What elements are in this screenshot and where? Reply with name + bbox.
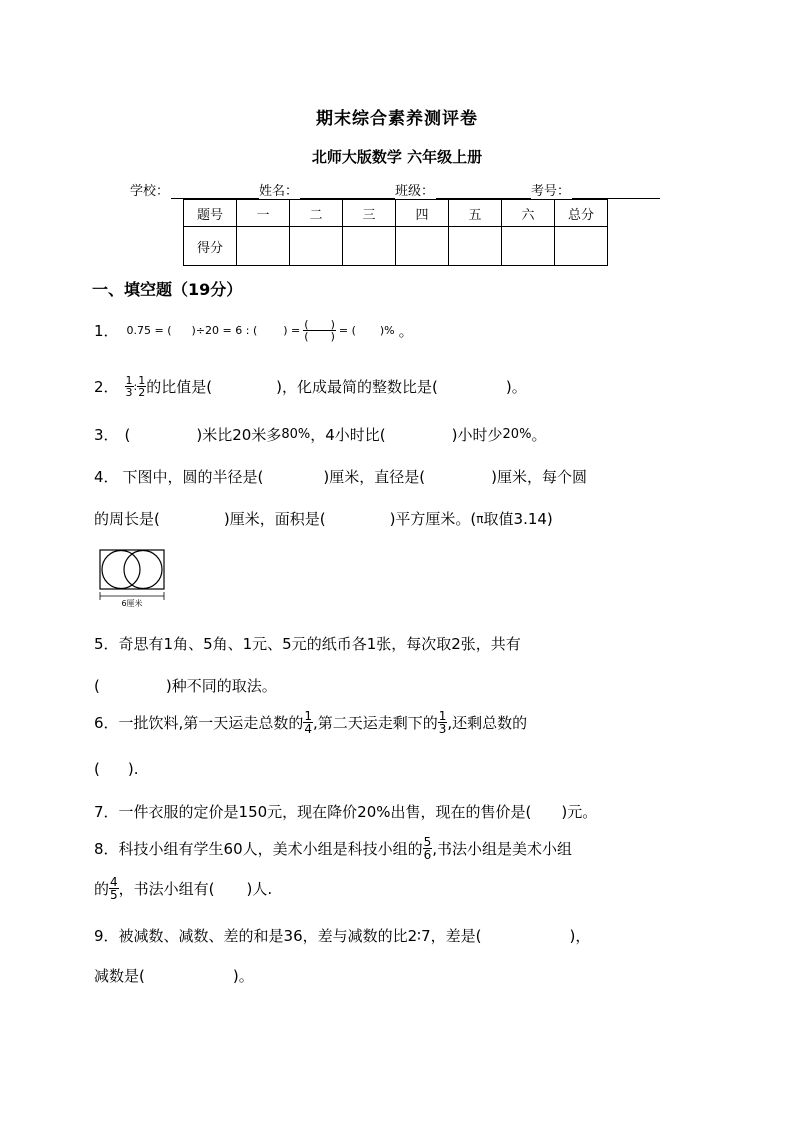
page-subtitle: 北师大版数学 六年级上册 <box>311 148 483 166</box>
section-heading: 一、填空题（19分） <box>92 280 243 299</box>
q9-part-a: 9．被减数、减数、差的和是36，差与减数的比2∶7，差是( <box>94 927 482 945</box>
q4-part-c: )厘米，每个圆 <box>491 468 587 486</box>
q1-part-e: )% <box>379 324 395 337</box>
q4-part-e: )厘米，面积是( <box>223 510 326 528</box>
score-table-header-cell: 题号 <box>184 200 237 227</box>
name-label: 姓名： <box>259 184 299 199</box>
q6-fraction-1-numerator: 1 <box>304 709 312 723</box>
score-table-header-cell: 二 <box>290 200 343 227</box>
q4-pi-symbol: π <box>476 511 484 526</box>
q2-part-a: 的比值是( <box>146 378 213 396</box>
two-circles-figure <box>99 547 165 609</box>
q3-part-a: ( <box>124 425 131 444</box>
q3-part-c: ，4小时比( <box>310 426 386 444</box>
q9-part-b: )， <box>569 927 591 945</box>
school-label: 学校： <box>130 184 170 199</box>
exam-number-field[interactable] <box>572 183 660 199</box>
score-table <box>183 199 608 266</box>
question-6-line-1 <box>94 710 527 735</box>
question-7 <box>94 801 597 822</box>
score-cell[interactable] <box>237 227 290 266</box>
q8-fraction-2-denominator: 5 <box>110 888 118 902</box>
score-cell[interactable] <box>502 227 555 266</box>
q5-part-a: ( <box>94 676 100 695</box>
q7-part-b: )元。 <box>561 803 598 821</box>
q2-fraction-1 <box>125 375 134 398</box>
q6-part-c: ,还剩总数的 <box>447 714 528 732</box>
q2-fraction-1-numerator: 1 <box>125 374 133 387</box>
q8-fraction-2-numerator: 4 <box>110 875 118 889</box>
q5-part-b: )种不同的取法。 <box>165 677 277 695</box>
page-title: 期末综合素养测评卷 <box>316 109 478 129</box>
q1-fraction[interactable] <box>303 319 336 342</box>
q7-part-a: 7．一件衣服的定价是150元，现在降价20%出售，现在的售价是( <box>94 803 532 821</box>
score-table-header-cell: 总分 <box>555 200 608 227</box>
score-cell[interactable] <box>290 227 343 266</box>
q3-part-b: )米比20米多 <box>196 426 282 444</box>
q6-fraction-2-denominator: 3 <box>438 722 447 736</box>
score-table-header-cell: 五 <box>449 200 502 227</box>
score-cell[interactable] <box>343 227 396 266</box>
q2-fraction-1-denominator: 3 <box>125 386 133 399</box>
q6-part-e: ). <box>127 760 139 778</box>
figure-right-circle <box>124 551 162 589</box>
q4-part-g: 取值3.14) <box>483 510 553 528</box>
student-info-line <box>130 180 660 199</box>
q1-part-f: 。 <box>398 322 414 340</box>
q2-fraction-2 <box>137 375 146 398</box>
q8-fraction-1-numerator: 5 <box>423 835 432 849</box>
name-field[interactable] <box>300 183 395 199</box>
q3-part-e: 。 <box>531 426 547 444</box>
exam-number-label: 考号： <box>531 184 571 199</box>
score-table-header-cell: 四 <box>396 200 449 227</box>
q8-part-d: ，书法小组有( <box>118 880 215 898</box>
q2-fraction-2-numerator: 1 <box>138 374 146 387</box>
class-label: 班级： <box>395 184 435 199</box>
score-table-header-cell: 六 <box>502 200 555 227</box>
q1-part-b: )÷20 = 6 : ( <box>191 324 258 337</box>
score-table-header-row <box>184 200 608 227</box>
q1-part-d: = ( <box>338 324 356 337</box>
question-5-line-2 <box>94 675 277 696</box>
q3-percent-2: 20% <box>502 427 532 442</box>
q2-part-c: )。 <box>505 378 527 396</box>
q3-part-d: )小时少 <box>451 426 503 444</box>
q2-fraction-2-denominator: 2 <box>138 386 146 399</box>
question-number: 2． <box>94 378 119 396</box>
question-5-line-1: 5．奇思有1角、5角、1元、5元的纸币各1张，每次取2张，共有 <box>94 635 521 653</box>
q8-fraction-1 <box>423 836 433 861</box>
q6-fraction-1 <box>303 710 313 735</box>
score-cell[interactable] <box>396 227 449 266</box>
class-field[interactable] <box>436 183 531 199</box>
score-cell[interactable] <box>449 227 502 266</box>
school-field[interactable] <box>171 183 259 199</box>
q4-part-b: )厘米，直径是( <box>323 468 426 486</box>
question-number: 4． <box>94 468 119 486</box>
q4-part-d: 的周长是( <box>94 510 160 528</box>
question-1 <box>94 319 414 342</box>
q8-part-a: 8．科技小组有学生60人，美术小组是科技小组的 <box>94 840 423 858</box>
score-table-score-row <box>184 227 608 266</box>
question-2 <box>94 375 527 398</box>
q8-part-c: 的 <box>94 880 110 898</box>
q9-part-d: )。 <box>232 967 254 985</box>
question-number: 1． <box>94 322 119 340</box>
figure-dimension-label: 6厘米 <box>121 599 143 608</box>
score-row-label: 得分 <box>184 227 237 266</box>
figure-left-circle <box>102 551 140 589</box>
question-4-line-2 <box>94 508 553 529</box>
q6-fraction-2-numerator: 1 <box>438 709 447 723</box>
question-3 <box>94 424 546 445</box>
q8-part-e: )人. <box>246 880 273 898</box>
question-8-line-2 <box>94 876 272 901</box>
q8-fraction-1-denominator: 6 <box>423 848 432 862</box>
question-number: 3． <box>94 426 119 444</box>
score-table-header-cell: 三 <box>343 200 396 227</box>
q4-part-f: )平方厘米。( <box>389 510 477 528</box>
question-4-line-1 <box>94 466 587 487</box>
question-9-line-1 <box>94 925 590 946</box>
q1-fraction-denominator: ( ) <box>304 330 335 343</box>
q3-percent-1: 80% <box>281 427 311 442</box>
figure-rectangle <box>100 550 164 589</box>
q6-fraction-1-denominator: 4 <box>304 722 312 736</box>
q1-part-c: ) = <box>283 324 301 337</box>
q6-fraction-2 <box>438 710 448 735</box>
q1-part-a: 0.75 = ( <box>126 324 172 337</box>
q9-part-c: 减数是( <box>94 967 145 985</box>
q4-part-a: 下图中，圆的半径是( <box>122 468 264 486</box>
q1-fraction-numerator: ( ) <box>304 318 335 331</box>
q2-colon: : <box>133 380 138 393</box>
q6-part-a: 6．一批饮料,第一天运走总数的 <box>94 714 304 732</box>
q2-part-b: )，化成最简的整数比是( <box>276 378 438 396</box>
question-6-line-2 <box>94 760 138 778</box>
q6-part-d: ( <box>94 760 100 778</box>
score-cell[interactable] <box>555 227 608 266</box>
question-9-line-2 <box>94 965 254 986</box>
score-table-header-cell: 一 <box>237 200 290 227</box>
question-8-line-1 <box>94 836 572 861</box>
q8-part-b: ,书法小组是美术小组 <box>432 840 573 858</box>
q8-fraction-2 <box>109 876 119 901</box>
q6-part-b: ,第二天运走剩下的 <box>312 714 438 732</box>
